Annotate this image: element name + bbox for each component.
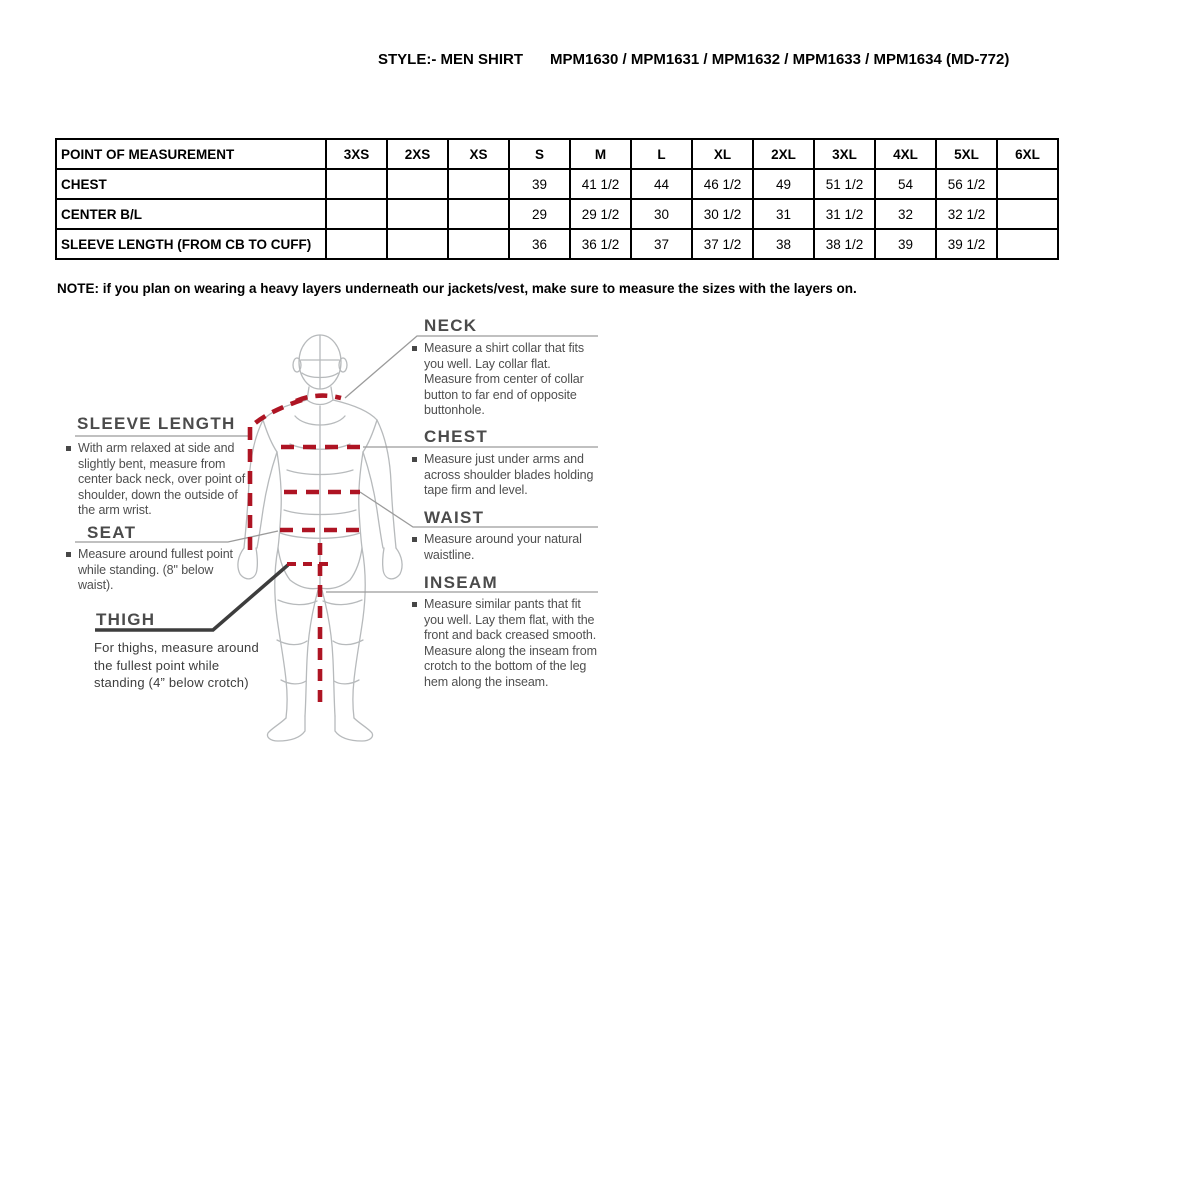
measurement-dash-lines [250, 396, 366, 708]
bullet-icon [412, 602, 417, 607]
table-header-cell: 3XL [814, 139, 875, 169]
thigh-description: For thighs, measure around the fullest point while standing (4” below crotch) [94, 640, 259, 690]
table-cell [326, 169, 387, 199]
sleeve-length-description: With arm relaxed at side and slightly bent, measure from center back neck, over point of shoulder, down the outside of the arm wrist. [64, 441, 256, 519]
table-cell: 51 1/2 [814, 169, 875, 199]
table-cell: 54 [875, 169, 936, 199]
table-row [56, 229, 1058, 259]
table-cell [326, 199, 387, 229]
table-header-cell: XL [692, 139, 753, 169]
row-label: CENTER B/L [56, 199, 326, 229]
table-cell [448, 229, 509, 259]
sleeve-length-heading: SLEEVE LENGTH [77, 414, 236, 433]
table-cell [387, 199, 448, 229]
bullet-icon [412, 537, 417, 542]
table-header-cell: 3XS [326, 139, 387, 169]
seat-heading: SEAT [87, 523, 137, 542]
waist-heading: WAIST [424, 508, 485, 527]
table-cell: 38 [753, 229, 814, 259]
table-cell [448, 199, 509, 229]
table-header-cell: POINT OF MEASUREMENT [56, 139, 326, 169]
thigh-heading: THIGH [96, 610, 156, 629]
table-cell [387, 169, 448, 199]
inseam-description: Measure similar pants that fit you well. Lay them flat, with the front and back creased smooth. Measure along the inseam from crotch to the bottom of the leg hem along the inseam. [410, 597, 602, 690]
style-label: STYLE:- MEN SHIRT [378, 51, 523, 68]
table-cell: 30 [631, 199, 692, 229]
table-cell: 49 [753, 169, 814, 199]
bullet-icon [66, 446, 71, 451]
note-text: NOTE: if you plan on wearing a heavy layers underneath our jackets/vest, make sure to measure the sizes with the layers on. [57, 281, 857, 296]
table-cell: 38 1/2 [814, 229, 875, 259]
table-header-cell: XS [448, 139, 509, 169]
table-cell: 37 1/2 [692, 229, 753, 259]
inseam-heading: INSEAM [424, 573, 498, 592]
table-cell: 31 [753, 199, 814, 229]
row-label: CHEST [56, 169, 326, 199]
table-cell: 56 1/2 [936, 169, 997, 199]
table-cell: 36 [509, 229, 570, 259]
table-cell: 32 [875, 199, 936, 229]
table-cell: 39 [875, 229, 936, 259]
table-header-row [56, 139, 1058, 169]
table-cell: 36 1/2 [570, 229, 631, 259]
neck-measure-line [296, 396, 341, 401]
table-cell: 30 1/2 [692, 199, 753, 229]
table-cell: 29 [509, 199, 570, 229]
table-row [56, 169, 1058, 199]
table-cell [997, 169, 1058, 199]
table-header-cell: M [570, 139, 631, 169]
bullet-icon [412, 346, 417, 351]
table-cell [997, 229, 1058, 259]
neck-heading: NECK [424, 316, 478, 335]
table-cell: 37 [631, 229, 692, 259]
row-label: SLEEVE LENGTH (FROM CB TO CUFF) [56, 229, 326, 259]
table-cell: 32 1/2 [936, 199, 997, 229]
waist-description: Measure around your natural waistline. [410, 532, 600, 563]
table-cell: 39 [509, 169, 570, 199]
size-table [55, 138, 1059, 260]
table-cell [997, 199, 1058, 229]
table-cell [448, 169, 509, 199]
page-title [378, 51, 1009, 68]
bullet-icon [66, 552, 71, 557]
table-cell [387, 229, 448, 259]
table-cell [326, 229, 387, 259]
table-header-cell: 2XL [753, 139, 814, 169]
chest-description: Measure just under arms and across shoulder blades holding tape firm and level. [410, 452, 602, 499]
bullet-icon [412, 457, 417, 462]
table-header-cell: 2XS [387, 139, 448, 169]
table-cell: 31 1/2 [814, 199, 875, 229]
style-codes: MPM1630 / MPM1631 / MPM1632 / MPM1633 / MPM1634 (MD-772) [550, 51, 1010, 68]
table-header-cell: 6XL [997, 139, 1058, 169]
sleeve-shoulder-measure-line [254, 400, 302, 424]
table-cell: 46 1/2 [692, 169, 753, 199]
table-header-cell: 4XL [875, 139, 936, 169]
table-header-cell: L [631, 139, 692, 169]
table-header-cell: 5XL [936, 139, 997, 169]
table-cell: 41 1/2 [570, 169, 631, 199]
table-cell: 44 [631, 169, 692, 199]
table-cell: 39 1/2 [936, 229, 997, 259]
seat-description: Measure around fullest point while standing. (8" below waist). [64, 547, 234, 594]
neck-description: Measure a shirt collar that fits you well. Lay collar flat. Measure from center of collar button to far end of opposite buttonhole. [410, 341, 600, 419]
table-cell: 29 1/2 [570, 199, 631, 229]
table-row [56, 199, 1058, 229]
chest-heading: CHEST [424, 427, 489, 446]
table-header-cell: S [509, 139, 570, 169]
